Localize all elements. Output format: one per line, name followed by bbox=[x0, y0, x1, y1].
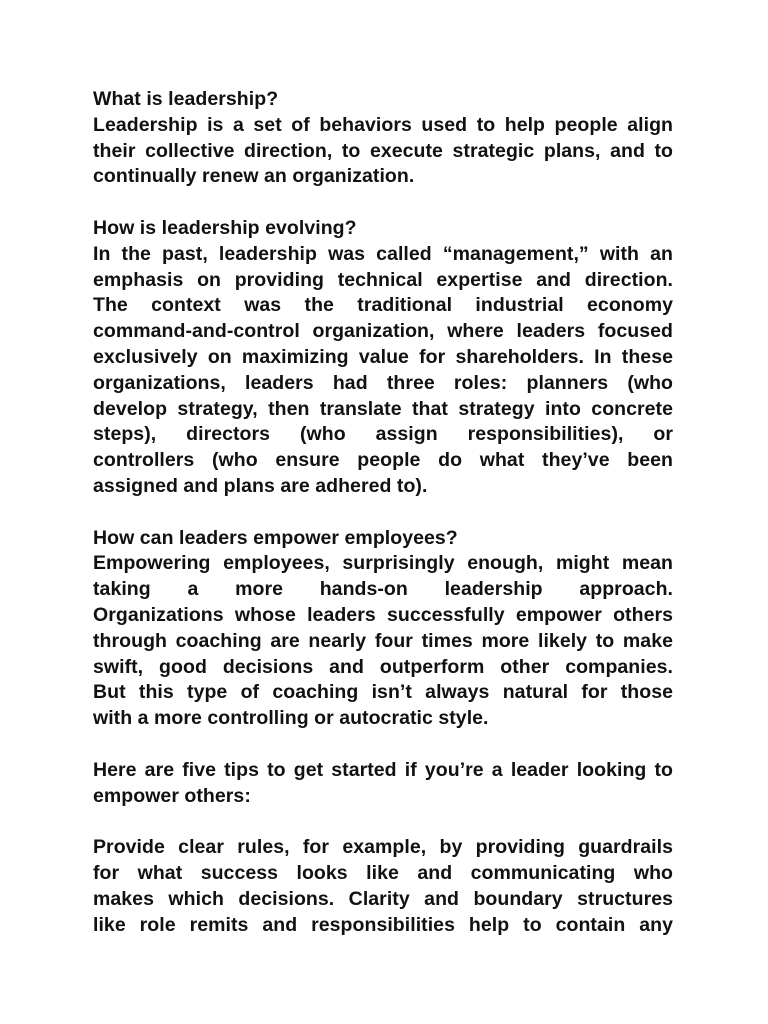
paragraph-line: Organizations whose leaders successfully empower others bbox=[93, 603, 673, 626]
paragraph-line: their collective direction, to execute strategic plans, and to bbox=[93, 139, 673, 162]
paragraph-line: like role remits and responsibilities help to contain any bbox=[93, 913, 673, 936]
paragraph-line: taking a more hands-on leadership approach. bbox=[93, 578, 673, 601]
paragraph-line: through coaching are nearly four times more likely to make bbox=[93, 629, 673, 652]
paragraph-line: for what success looks like and communicating who bbox=[93, 861, 673, 884]
section-five-tips-intro bbox=[93, 758, 673, 810]
section-empower-employees bbox=[93, 526, 673, 732]
section-heading: What is leadership? bbox=[93, 88, 279, 110]
paragraph-line: makes which decisions. Clarity and boundary structures bbox=[93, 887, 673, 910]
section-tip-clear-rules bbox=[93, 835, 673, 938]
section-heading: How can leaders empower employees? bbox=[93, 526, 458, 549]
paragraph-line: steps), directors (who assign responsibilities), or bbox=[93, 423, 673, 446]
paragraph-line: But this type of coaching isn’t always natural for those bbox=[93, 681, 673, 704]
paragraph-line: Provide clear rules, for example, by providing guardrails bbox=[93, 836, 673, 859]
paragraph-line: exclusively on maximizing value for shareholders. In these bbox=[93, 345, 673, 368]
paragraph-line: In the past, leadership was called “management,” with an bbox=[93, 242, 673, 265]
paragraph-line: with a more controlling or autocratic style. bbox=[93, 707, 489, 730]
paragraph-line: Leadership is a set of behaviors used to help people align bbox=[93, 113, 673, 136]
paragraph-line: controllers (who ensure people do what they’ve been bbox=[93, 449, 673, 472]
paragraph-line: develop strategy, then translate that strategy into concrete bbox=[93, 397, 673, 420]
paragraph-line: command-and-control organization, where leaders focused bbox=[93, 320, 673, 343]
paragraph-line: Here are five tips to get started if you’re a leader looking to bbox=[93, 758, 673, 781]
section-what-is-leadership bbox=[93, 87, 673, 190]
paragraph-line: swift, good decisions and outperform other companies. bbox=[93, 655, 673, 678]
paragraph-line: organizations, leaders had three roles: planners (who bbox=[93, 371, 673, 394]
paragraph-line: emphasis on providing technical expertise and direction. bbox=[93, 268, 673, 291]
paragraph-line: Empowering employees, surprisingly enough, might mean bbox=[93, 552, 673, 575]
document-body bbox=[93, 87, 673, 964]
paragraph-line: continually renew an organization. bbox=[93, 165, 415, 188]
section-heading: How is leadership evolving? bbox=[93, 216, 357, 239]
paragraph-line: assigned and plans are adhered to). bbox=[93, 474, 428, 497]
section-leadership-evolving bbox=[93, 216, 673, 500]
paragraph-line: empower others: bbox=[93, 784, 251, 807]
paragraph-line: The context was the traditional industrial economy bbox=[93, 294, 673, 317]
